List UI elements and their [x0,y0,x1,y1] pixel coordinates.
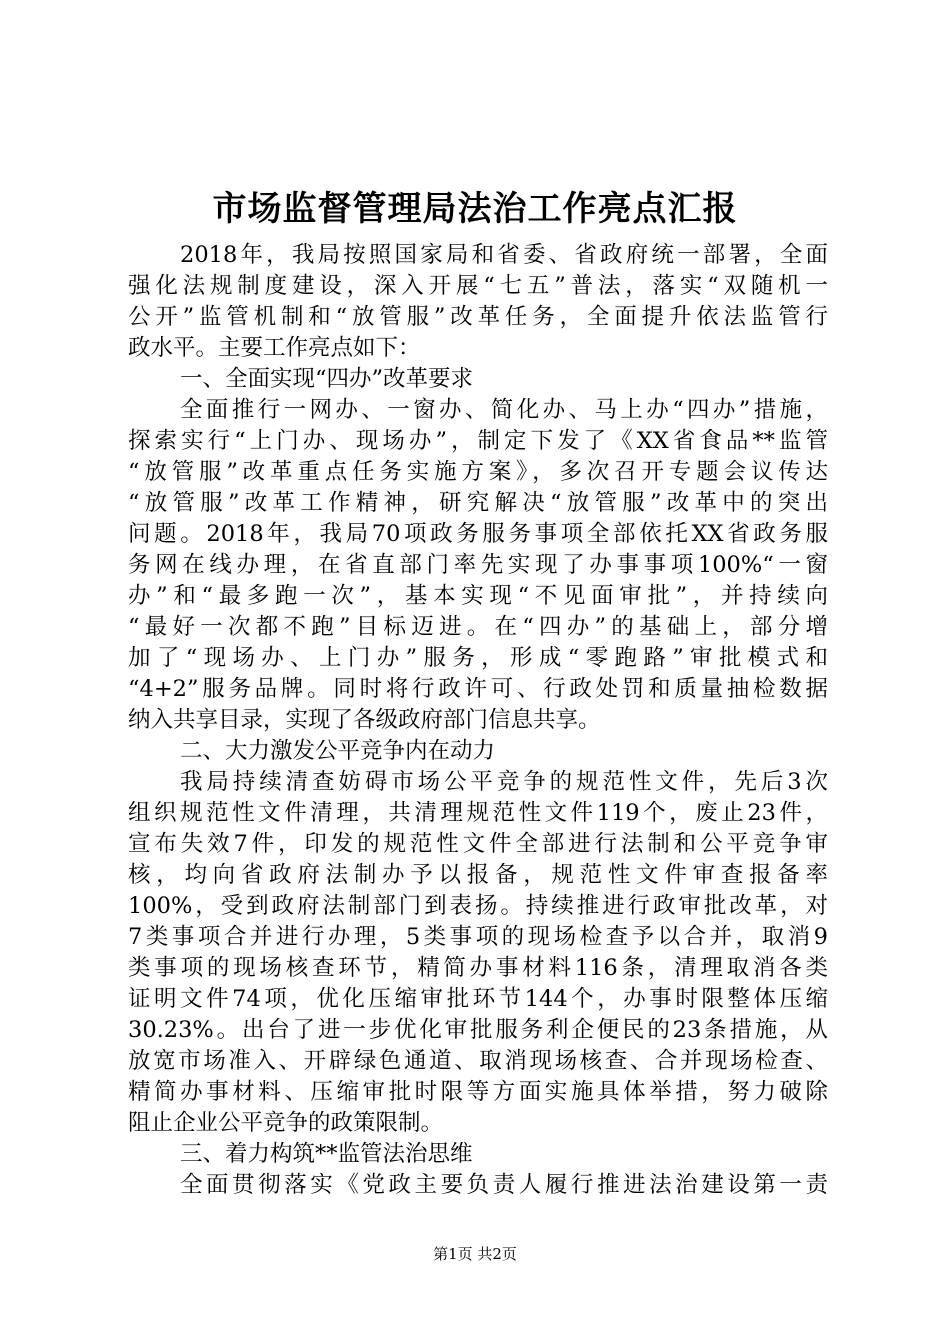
body-line: 办”和“最多跑一次”，基本实现“不见面审批”，并持续向 [128,583,828,609]
body-line: 宣布失效7件，印发的规范性文件全部进行法制和公平竞争审 [128,831,828,857]
body-line: 核，均向省政府法制办予以报备，规范性文件审查报备率 [128,862,828,888]
body-line: 精简办事材料、压缩审批时限等方面实施具体举措，努力破除 [128,1079,828,1105]
body-line: 7类事项合并进行办理，5类事项的现场检查予以合并，取消9 [128,924,828,950]
body-line: “放管服”改革工作精神，研究解决“放管服”改革中的突出 [128,490,828,516]
section-heading: 三、着力构筑**监管法治思维 [180,1141,473,1167]
body-line: 放宽市场准入、开辟绿色通道、取消现场核查、合并现场检查、 [128,1048,828,1074]
body-line: 证明文件74项，优化压缩审批环节144个，办事时限整体压缩 [128,986,828,1012]
body-line: 2018年，我局按照国家局和省委、省政府统一部署，全面 [180,242,828,268]
body-line: “最好一次都不跑”目标迈进。在“四办”的基础上，部分增 [128,614,828,640]
body-line: “放管服”改革重点任务实施方案》，多次召开专题会议传达 [128,459,828,485]
document-title: 市场监督管理局法治工作亮点汇报 [212,189,738,229]
body-line: 强化法规制度建设，深入开展“七五”普法，落实“双随机一 [128,273,828,299]
body-line: 30.23%。出台了进一步优化审批服务利企便民的23条措施，从 [128,1017,828,1043]
body-line: 类事项的现场核查环节，精简办事材料116条，清理取消各类 [128,955,828,981]
body-line: 务网在线办理，在省直部门率先实现了办事事项100%“一窗 [128,552,828,578]
body-line: 加了“现场办、上门办”服务，形成“零跑路”审批模式和 [128,645,828,671]
body-line: 探索实行“上门办、现场办”，制定下发了《XX省食品**监管 [128,428,828,454]
body-line: 政水平。主要工作亮点如下： [128,335,421,361]
body-line: 全面推行一网办、一窗办、简化办、马上办“四办”措施， [180,397,828,423]
body-line: 阻止企业公平竞争的政策限制。 [128,1110,444,1136]
page-footer: 第1页 共2页 [433,1245,517,1263]
body-line: “4+2”服务品牌。同时将行政许可、行政处罚和质量抽检数据 [128,676,828,702]
body-line: 公开”监管机制和“放管服”改革任务，全面提升依法监管行 [128,304,828,330]
body-line: 组织规范性文件清理，共清理规范性文件119个，废止23件， [128,800,828,826]
body-line: 纳入共享目录，实现了各级政府部门信息共享。 [128,707,601,733]
body-line: 问题。2018年，我局70项政务服务事项全部依托XX省政务服 [128,521,828,547]
body-line: 全面贯彻落实《党政主要负责人履行推进法治建设第一责 [180,1172,828,1198]
document-body [128,240,828,1201]
body-line: 我局持续清查妨碍市场公平竞争的规范性文件，先后3次 [180,769,828,795]
body-line: 100%，受到政府法制部门到表扬。持续推进行政审批改革，对 [128,893,828,919]
section-heading: 一、全面实现“四办”改革要求 [180,366,474,392]
section-heading: 二、大力激发公平竞争内在动力 [180,738,496,764]
